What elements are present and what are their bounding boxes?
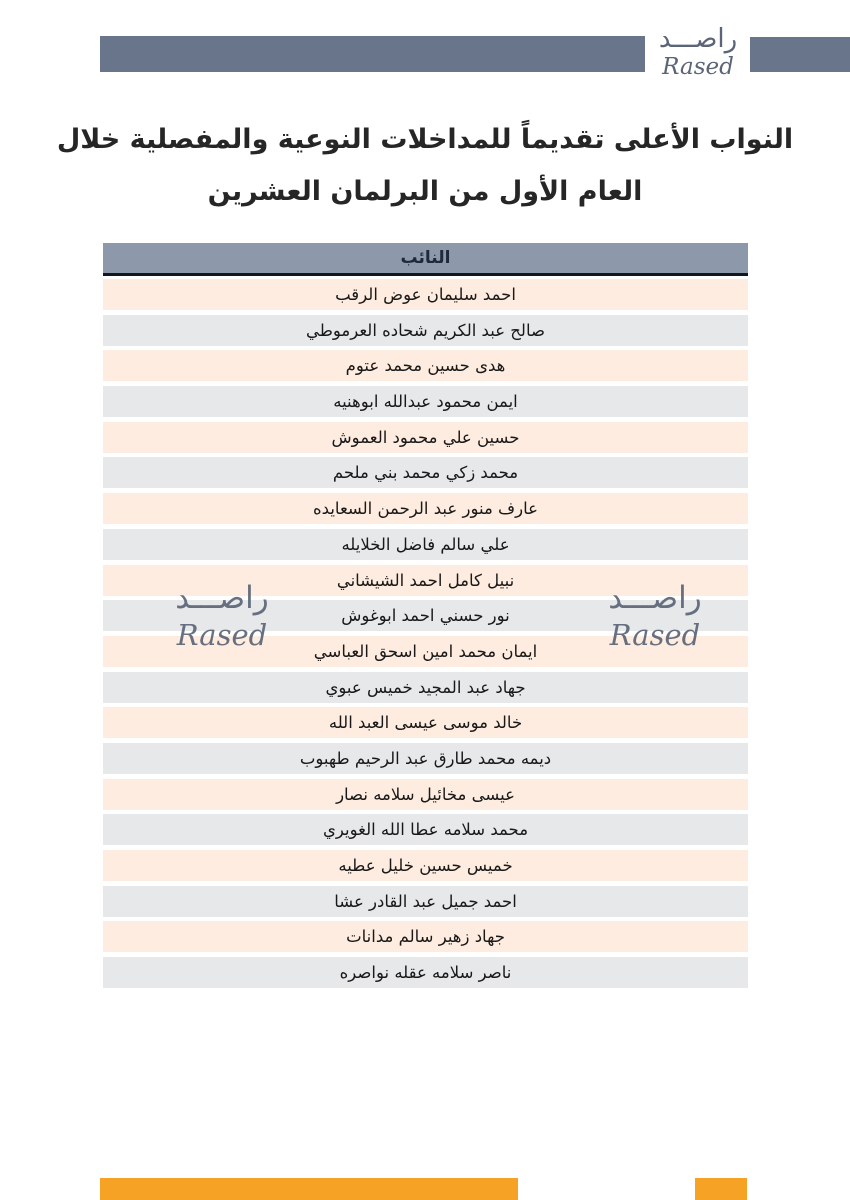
header-slate-block-right <box>750 37 850 72</box>
header-slate-bar <box>100 36 645 72</box>
table-row: عيسى مخائيل سلامه نصار <box>103 779 748 810</box>
footer-orange-square <box>695 1178 747 1200</box>
rased-watermark-arabic: راصـــد <box>175 580 269 616</box>
table-row: خالد موسى عيسى العبد الله <box>103 707 748 738</box>
table-row: احمد سليمان عوض الرقب <box>103 279 748 310</box>
rased-watermark-latin: Rased <box>609 617 701 652</box>
rased-watermark-left <box>142 582 302 652</box>
rased-watermark-right <box>575 582 735 652</box>
table-row: هدى حسين محمد عتوم <box>103 350 748 381</box>
table-row: محمد زكي محمد بني ملحم <box>103 457 748 488</box>
table-row: محمد سلامه عطا الله الغويري <box>103 814 748 845</box>
page-title <box>0 114 850 218</box>
table-row: ايمن محمود عبدالله ابوهنيه <box>103 386 748 417</box>
rased-logo-latin: Rased <box>662 54 734 81</box>
table-row: حسين علي محمود العموش <box>103 422 748 453</box>
table-row: علي سالم فاضل الخلايله <box>103 529 748 560</box>
table-row: احمد جميل عبد القادر عشا <box>103 886 748 917</box>
page-title-line-2: العام الأول من البرلمان العشرين <box>207 176 643 207</box>
table-row: نور حسني احمد ابوغوش <box>103 600 748 631</box>
table-row: ايمان محمد امين اسحق العباسي <box>103 636 748 667</box>
table-row: ناصر سلامه عقله نواصره <box>103 957 748 988</box>
table-row: صالح عبد الكريم شحاده العرموطي <box>103 315 748 346</box>
footer-orange-bar <box>100 1178 518 1200</box>
page-title-line-1: النواب الأعلى تقديماً للمداخلات النوعية والمفصلية خلال <box>56 124 794 155</box>
rased-watermark-latin: Rased <box>176 617 268 652</box>
table-header-cell-deputy: النائب <box>103 243 748 276</box>
table-row: عارف منور عبد الرحمن السعايده <box>103 493 748 524</box>
rased-logo-arabic: راصـــد <box>658 23 738 54</box>
table-row: خميس حسين خليل عطيه <box>103 850 748 881</box>
table-row: نبيل كامل احمد الشيشاني <box>103 565 748 596</box>
rased-logo <box>643 22 753 84</box>
rased-watermark-arabic: راصـــد <box>608 580 702 616</box>
table-row: جهاد عبد المجيد خميس عبوي <box>103 672 748 703</box>
table-row: ديمه محمد طارق عبد الرحيم طهبوب <box>103 743 748 774</box>
table-row: جهاد زهير سالم مدانات <box>103 921 748 952</box>
